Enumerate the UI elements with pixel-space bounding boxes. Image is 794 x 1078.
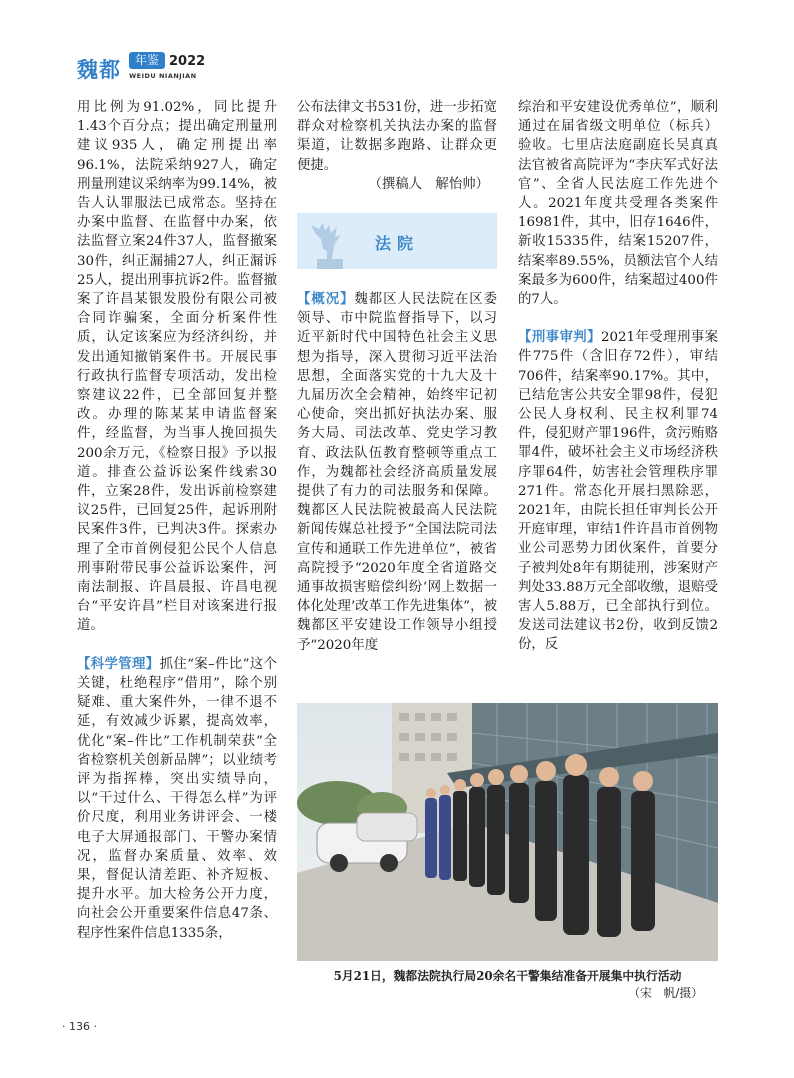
page-number: · 136 · (62, 1020, 97, 1033)
column-2 (297, 98, 497, 194)
section-tag: 【刑事审判】 (518, 329, 601, 346)
column-1 (77, 98, 277, 943)
photo-illustration (297, 703, 718, 961)
paragraph: 用比例为91.02%，同比提升1.43个百分点；提出确定刑量刑建议935人，确定刑提出率96.1%，法院采纳927人，确定刑量刑建议采纳率为99.14%，被告人认罪服法已成常态。坚持在办案中监督、在监督中办案，依法监督立案24件37人，监督撤案30件，纠正漏捕27人，纠正漏诉25人，提出刑事抗诉2件。监督撤案了许昌某银发股份有限公司被合同诈骗案，全面分析案件性质，认定该案应为经济纠纷，并发出通知撤销案件书。开展民事行政执行监督专项活动，发出检察建议22件，已全部回复并整改。办理的陈某某申请监督案件，经监督，为当事人挽回损失200余万元，《检察日报》予以报道。排查公益诉讼案件线索30件，立案28件，发出诉前检察建议25件，已回复25件，起诉刑附民案件3件，已判决3件。探索办理了全市首例侵犯公民个人信息刑事附带民事公益诉讼案件，河南法制报、许昌晨报、许昌电视台“平安许昌”栏目对该案进行报道。 (77, 100, 277, 634)
paragraph (518, 328, 718, 654)
news-photo (297, 703, 718, 961)
photo-caption: 5月21日，魏都法院执行局20余名干警集结准备开展集中执行活动 (333, 969, 682, 983)
section-tag: 【概况】 (297, 291, 355, 307)
column-2-body (297, 290, 497, 655)
paragraph (77, 655, 277, 943)
column-3 (518, 98, 718, 655)
brand-title: 魏都 (77, 58, 121, 82)
paragraph-text: 2021年受理刑事案件775件（含旧存72件），审结706件，结案率90.17%。其中，已结危害公共安全罪98件，侵犯公民人身权利、民主权利罪74件，侵犯财产罪196件，贪污贿赂罪4件，破坏社会主义市场经济秩序罪64件，妨害社会管理秩序罪271件。常态化开展扫黑除恶，2021年，由院长担任审判长公开开庭审理，审结1件许昌市首例物业公司恶势力团伙案件，首要分子被判处8年有期徒刑，涉案财产判处33.88万元全部收缴，退赔受害人5.88万，已全部执行到位。发送司法建议书2份，收到反馈2份，反 (518, 330, 719, 653)
paragraph-text: 抓住“案–件比”这个关键，杜绝程序“借用”，除个别疑难、重大案件外，一律不退不延，有效减少诉累，提高效率，优化“案–件比”工作机制荣获“全省检察机关创新品牌”；以业绩考评为指挥棒，突出实绩导向，以“干过什么、干得怎么样”为评价尺度，利用业务讲评会、一楼电子大屏通报部门、干警办案情况，监督办案质量、效率、效果，督促认清差距、补齐短板、提升水平。加大检务公开力度，向社会公开重要案件信息47条、程序性案件信息1335条， (77, 656, 278, 941)
section-tag: 【科学管理】 (77, 655, 160, 672)
paragraph-text: 魏都区人民法院在区委领导、市中院监督指导下，以习近平新时代中国特色社会主义思想为指导，深入贯彻习近平法治思想，全面落实党的十九大及十九届历次全会精神，始终牢记初心使命，突出抓好执法办案、服务大局、司法改革、党史学习教育、政法队伍教育整顿等重点工作，为魏都社会经济高质量发展提供了有力的司法服务和保障。魏都区人民法院被最高人民法院新闻传媒总社授予“全国法院司法宣传和通联工作先进单位”，被省高院授予“2020年度全省道路交通事故损害赔偿纠纷‘网上数据一体化处理’改革工作先进集体”，被魏都区平安建设工作领导小组授予“2020年度 (297, 292, 498, 653)
section-title: 法院 (374, 234, 419, 253)
paragraph (297, 290, 497, 655)
section-heading-court (297, 213, 497, 269)
photo-credit: （宋 帆/摄） (628, 986, 703, 1000)
byline: （撰稿人 解怡帅） (368, 176, 489, 192)
paragraph: 综治和平安建设优秀单位”，顺利通过在届省级文明单位（标兵）验收。七里店法庭副庭长吴真真法官被省高院评为“李庆军式好法官”、全省人民法庭工作先进个人。2021年度共受理各类案件16981件，其中，旧存1646件，新收15335件，结案15207件，结案率89.55%，员额法官个人结案最多为600件，结案超过400件的7人。 (518, 100, 718, 308)
paragraph: 公布法律文书531份，进一步拓宽群众对检察机关执法办案的监督渠道，让数据多跑路、让群众更便捷。 (297, 100, 497, 173)
yearbook-header (77, 50, 277, 90)
brand-seal: 年鉴 (129, 52, 165, 69)
brand-year: 2022 (169, 54, 206, 69)
brand-pinyin: WEIDU NIANJIAN (129, 72, 197, 80)
